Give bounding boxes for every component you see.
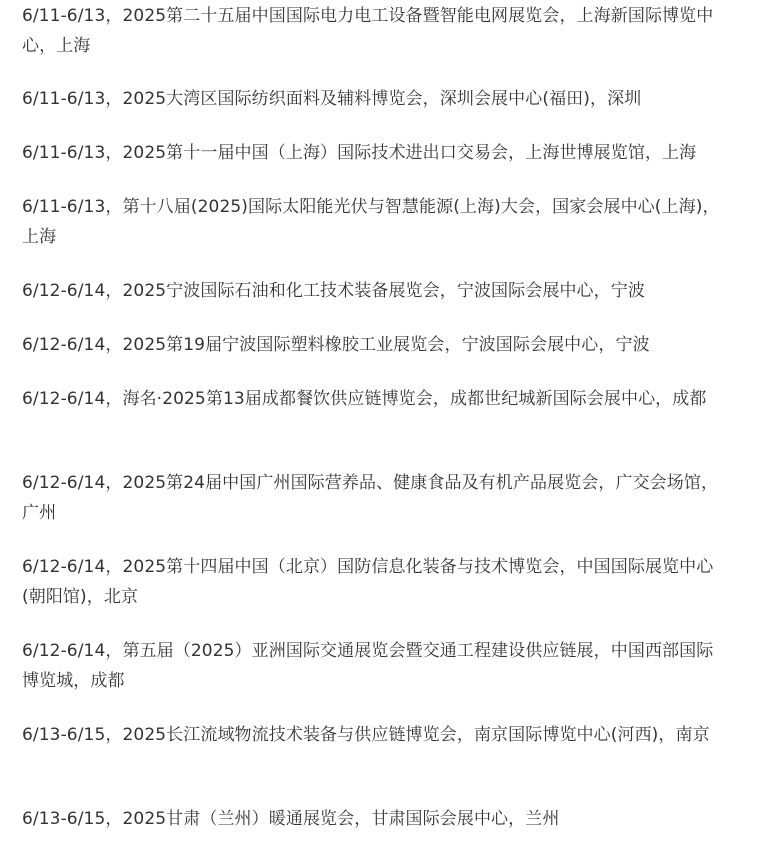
list-item: 6/12-6/14，2025第24届中国广州国际营养品、健康食品及有机产品展览会，广交会场馆，广州 bbox=[22, 473, 719, 523]
list-item: 6/12-6/14，第五届（2025）亚洲国际交通展览会暨交通工程建设供应链展，中国西部国际博览城，成都 bbox=[22, 641, 714, 691]
list-item: 6/11-6/13，2025大湾区国际纺织面料及辅料博览会，深圳会展中心(福田)，深圳 bbox=[22, 89, 642, 109]
list-item: 6/13-6/15，2025长江流域物流技术装备与供应链博览会，南京国际博览中心(河西)，南京 bbox=[22, 725, 710, 745]
list-item: 6/11-6/13，2025第二十五届中国国际电力电工设备暨智能电网展览会，上海新国际博览中心，上海 bbox=[22, 6, 714, 56]
list-item: 6/11-6/13，2025第十一届中国（上海）国际技术进出口交易会，上海世博展览馆，上海 bbox=[22, 143, 697, 163]
list-item: 6/12-6/14，海名·2025第13届成都餐饮供应链博览会，成都世纪城新国际会展中心，成都 bbox=[22, 389, 707, 409]
list-item: 6/12-6/14，2025宁波国际石油和化工技术装备展览会，宁波国际会展中心，宁波 bbox=[22, 281, 645, 301]
list-item: 6/12-6/14，2025第十四届中国（北京）国防信息化装备与技术博览会，中国国际展览中心(朝阳馆)，北京 bbox=[22, 557, 714, 607]
list-item: 6/11-6/13，第十八届(2025)国际太阳能光伏与智慧能源(上海)大会，国家会展中心(上海)，上海 bbox=[22, 197, 720, 247]
list-item: 6/13-6/15，2025甘肃（兰州）暖通展览会，甘肃国际会展中心，兰州 bbox=[22, 809, 560, 829]
list-item: 6/12-6/14，2025第19届宁波国际塑料橡胶工业展览会，宁波国际会展中心，宁波 bbox=[22, 335, 650, 355]
